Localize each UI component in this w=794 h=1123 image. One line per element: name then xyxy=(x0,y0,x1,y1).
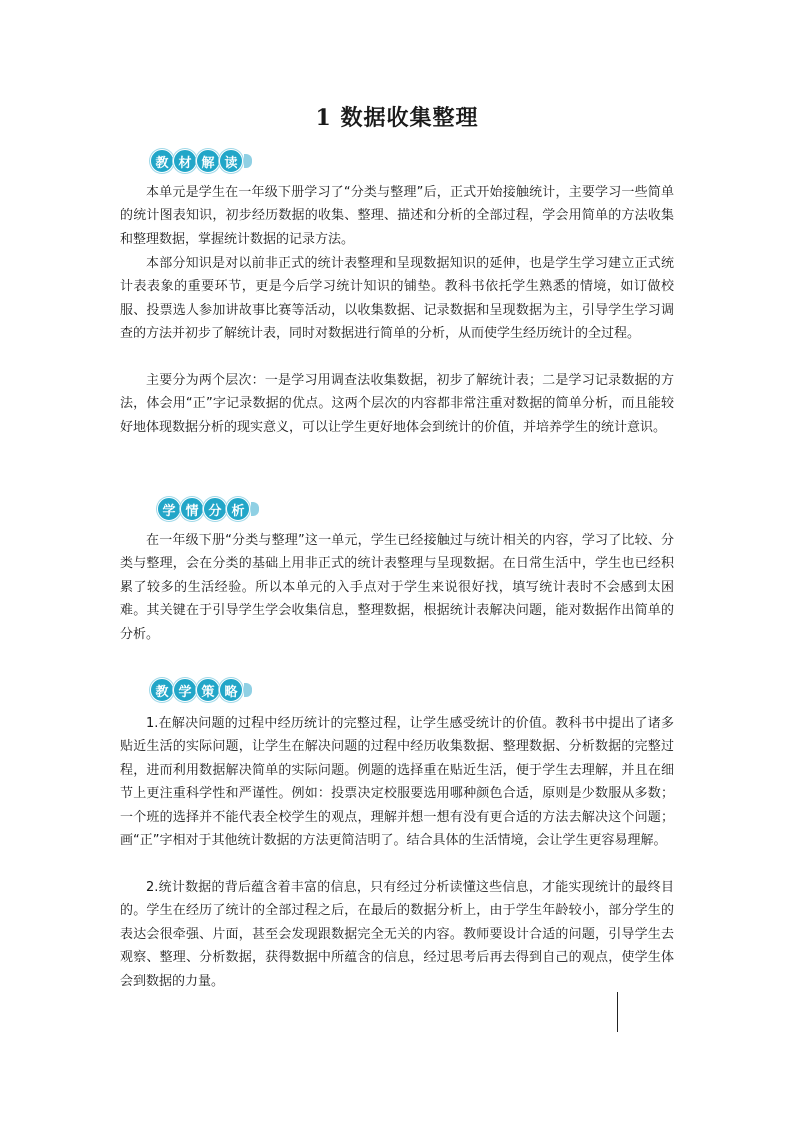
heading-char: 策 xyxy=(196,678,220,702)
badge-decoration xyxy=(251,502,259,516)
paragraph: 主要分为两个层次：一是学习用调查法收集数据，初步了解统计表；二是学习记录数据的方法，体会用“正”字记录数据的优点。这两个层次的内容都非常注重对数据的简单分析，而且能较好地体现数据分析的现实意义，可以让学生更好地体会到统计的价值，并培养学生的统计意识。 xyxy=(120,373,674,435)
heading-char: 略 xyxy=(219,678,243,702)
paragraph: 在一年级下册“分类与整理”这一单元，学生已经接触过与统计相关的内容，学习了比较、分类与整理，会在分类的基础上用非正式的统计表整理与呈现数据。在日常生活中，学生也已经积累了较多的生活经验。所以本单元的入手点对于学生来说很好找，填写统计表时不会感到太困难。其关键在于引导学生学会收集信息，整理数据，根据统计表解决问题，能对数据作出简单的分析。 xyxy=(120,533,674,642)
heading-char: 析 xyxy=(226,497,250,521)
heading-char: 分 xyxy=(203,497,227,521)
badge-decoration xyxy=(244,154,252,168)
heading-char: 读 xyxy=(219,149,243,173)
margin-line xyxy=(617,992,618,1032)
paragraph: 本部分知识是对以前非正式的统计表整理和呈现数据知识的延伸，也是学生学习建立正式统计表表象的重要环节，更是今后学习统计知识的铺垫。教科书依托学生熟悉的情境，如订做校服、投票选人参加讲故事比赛等活动，以收集数据、记录数据和呈现数据为主，引导学生学习调查的方法并初步了解统计表，同时对数据进行简单的分析，从而使学生经历统计的全过程。 xyxy=(120,256,674,342)
heading-char: 解 xyxy=(196,149,220,173)
section-heading-badge xyxy=(150,148,252,174)
section-heading-badge xyxy=(157,496,259,522)
paragraph: 2.统计数据的背后蕴含着丰富的信息，只有经过分析读懂这些信息，才能实现统计的最终目的。学生在经历了统计的全部过程之后，在最后的数据分析上，由于学生年龄较小，部分学生的表达会很牵强、片面，甚至会发现跟数据完全无关的内容。教师要设计合适的问题，引导学生去观察、整理、分析数据，获得数据中所蕴含的信息，经过思考后再去得到自己的观点，使学生体会到数据的力量。 xyxy=(120,880,674,989)
heading-char: 情 xyxy=(180,497,204,521)
heading-char: 学 xyxy=(173,678,197,702)
heading-char: 学 xyxy=(157,497,181,521)
heading-char: 教 xyxy=(150,149,174,173)
paragraph: 1.在解决问题的过程中经历统计的完整过程，让学生感受统计的价值。教科书中提出了诸多贴近生活的实际问题，让学生在解决问题的过程中经历收集数据、整理数据、分析数据的完整过程，进而利用数据解决简单的实际问题。例题的选择重在贴近生活，便于学生去理解，并且在细节上更注重科学性和严谨性。例如：投票决定校服要选用哪种颜色合适，原则是少数服从多数；一个班的选择并不能代表全校学生的观点，理解并想一想有没有更合适的方法去解决这个问题；画“正”字相对于其他统计数据的方法更简洁明了。结合具体的生活情境，会让学生更容易理解。 xyxy=(120,716,674,849)
paragraph: 本单元是学生在一年级下册学习了“分类与整理”后，正式开始接触统计，主要学习一些简单的统计图表知识，初步经历数据的收集、整理、描述和分析的全部过程，学会用简单的方法收集和整理数据，掌握统计数据的记录方法。 xyxy=(120,185,674,247)
heading-char: 教 xyxy=(150,678,174,702)
page-title: 1 数据收集整理 xyxy=(315,105,479,131)
badge-decoration xyxy=(244,683,252,697)
section-heading-badge xyxy=(150,677,252,703)
heading-char: 材 xyxy=(173,149,197,173)
